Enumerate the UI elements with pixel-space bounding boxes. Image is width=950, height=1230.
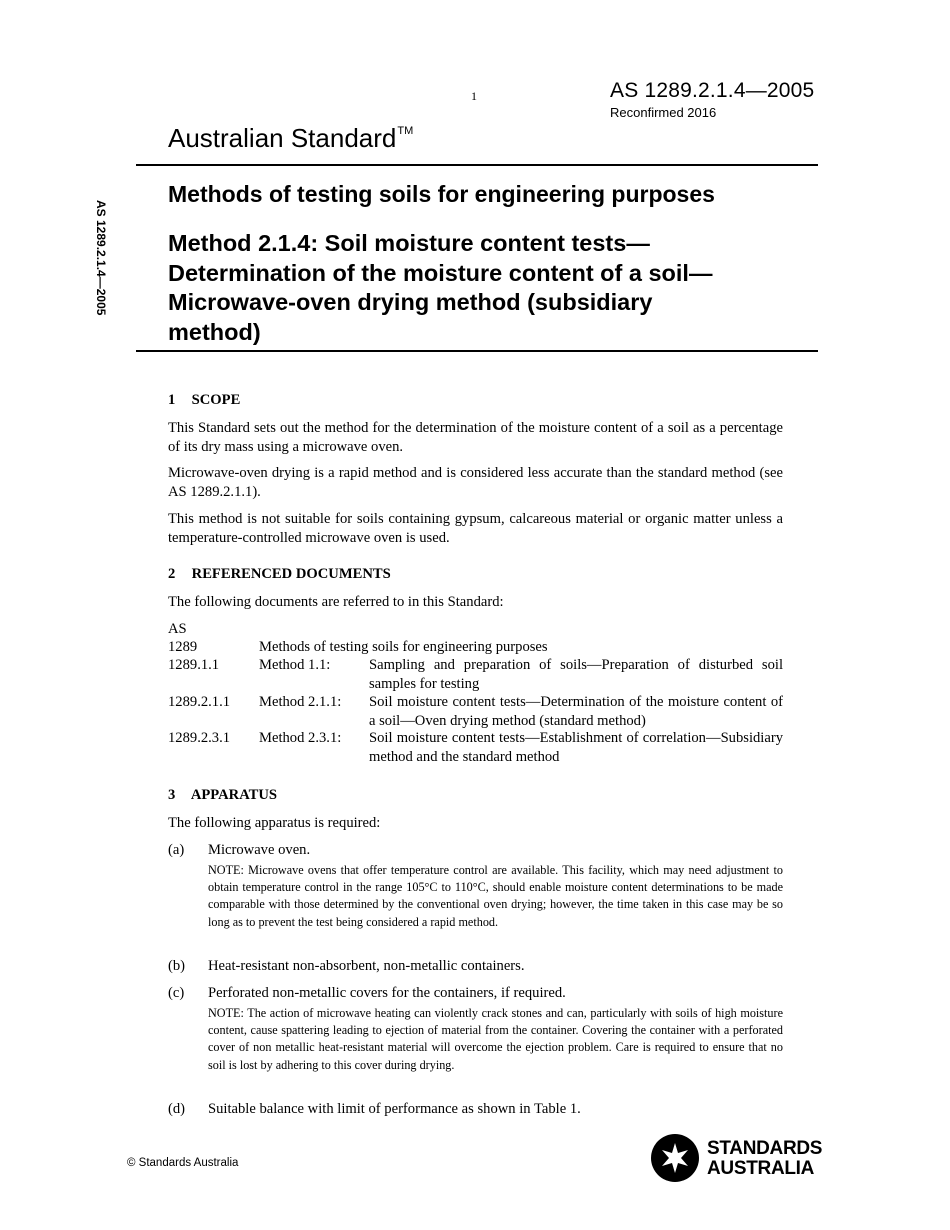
reference-code: 1289 [168,639,198,655]
method-title-line: Method 2.1.4: Soil moisture content tests— [168,230,650,256]
item-label: (c) [168,985,185,1001]
reference-code: 1289.1.1 [168,657,220,673]
method-title-line: Microwave-oven drying method (subsidiary [168,289,653,315]
item-text: Heat-resistant non-absorbent, non-metallic containers. [208,958,525,974]
scope-paragraph: This Standard sets out the method for the determination of the moisture content of a soil as a percentage of its dry mass using a microwave oven. [168,420,783,455]
item-text: Perforated non-metallic covers for the containers, if required. [208,985,566,1001]
star-disc-icon [650,1133,700,1183]
brand-title [168,123,413,154]
section-heading-apparatus: 3 APPARATUS [168,787,278,803]
method-title-line: method) [168,318,261,345]
references-intro: The following documents are referred to in this Standard: [168,594,504,610]
method-title-line: Determination of the moisture content of a soil— [168,259,713,286]
item-label: (d) [168,1101,186,1117]
side-label: AS 1289.2.1.4—2005 [94,200,108,316]
item-label: (a) [168,842,185,858]
method-title [168,229,808,347]
reference-method: Methods of testing soils for engineering purposes [259,639,548,655]
reference-method: Method 1.1: [259,657,331,673]
page-number: 1 [471,89,477,103]
item-label: (b) [168,958,186,974]
reference-description: Sampling and preparation of soils—Preparation of disturbed soil samples for testing [369,657,783,692]
reconfirmed-note: Reconfirmed 2016 [610,105,717,120]
apparatus-note: NOTE: The action of microwave heating can violently crack stones and can, particularly with soils of high moisture content, cause spattering leading to ejection of material from the container. Covering the container with a perforated cover of non metallic heat-resistant material will overcome the ejection problem. Care is required to ensure that no soil is lost by adhering to this cover during drying. [208,1006,783,1072]
reference-method: Method 2.1.1: [259,694,342,710]
logo-line: STANDARDS [707,1138,823,1159]
trademark-mark: TM [397,125,414,137]
item-text: Suitable balance with limit of performance as shown in Table 1. [208,1101,581,1117]
header-rule [136,164,818,166]
series-title: Methods of testing soils for engineering purposes [168,181,715,207]
logo-line: AUSTRALIA [707,1158,815,1179]
reference-code: 1289.2.3.1 [168,730,231,746]
standard-number: AS 1289.2.1.4—2005 [610,79,815,102]
reference-description: Soil moisture content tests—Determination of the moisture content of a soil—Oven drying method (standard method) [369,694,783,729]
standards-australia-logo [650,1133,830,1181]
reference-description: Soil moisture content tests—Establishment of correlation—Subsidiary method and the standard method [369,730,783,765]
brand-name: Australian Standard [168,123,397,153]
apparatus-intro: The following apparatus is required: [168,815,381,831]
copyright-notice: © Standards Australia [127,1157,239,1169]
title-rule [136,350,818,352]
apparatus-note: NOTE: Microwave ovens that offer temperature control are available. This facility, which may need adjustment to obtain temperature control in the range 105°C to 110°C, should enable moisture content determinations to be made comparable with those determined by the conventional oven drying; however, the time taken in this case may be so long as to prevent the test being considered a rapid method. [208,863,783,929]
scope-paragraph: This method is not suitable for soils containing gypsum, calcareous material or organic matter unless a temperature-controlled microwave oven is used. [168,511,783,546]
section-heading-scope: 1 SCOPE [168,392,241,408]
scope-paragraph: Microwave-oven drying is a rapid method and is considered less accurate than the standard method (see AS 1289.2.1.1). [168,465,783,500]
reference-code: 1289.2.1.1 [168,694,231,710]
reference-method: Method 2.3.1: [259,730,342,746]
item-text: Microwave oven. [208,842,311,858]
section-heading-references: 2 REFERENCED DOCUMENTS [168,566,391,582]
